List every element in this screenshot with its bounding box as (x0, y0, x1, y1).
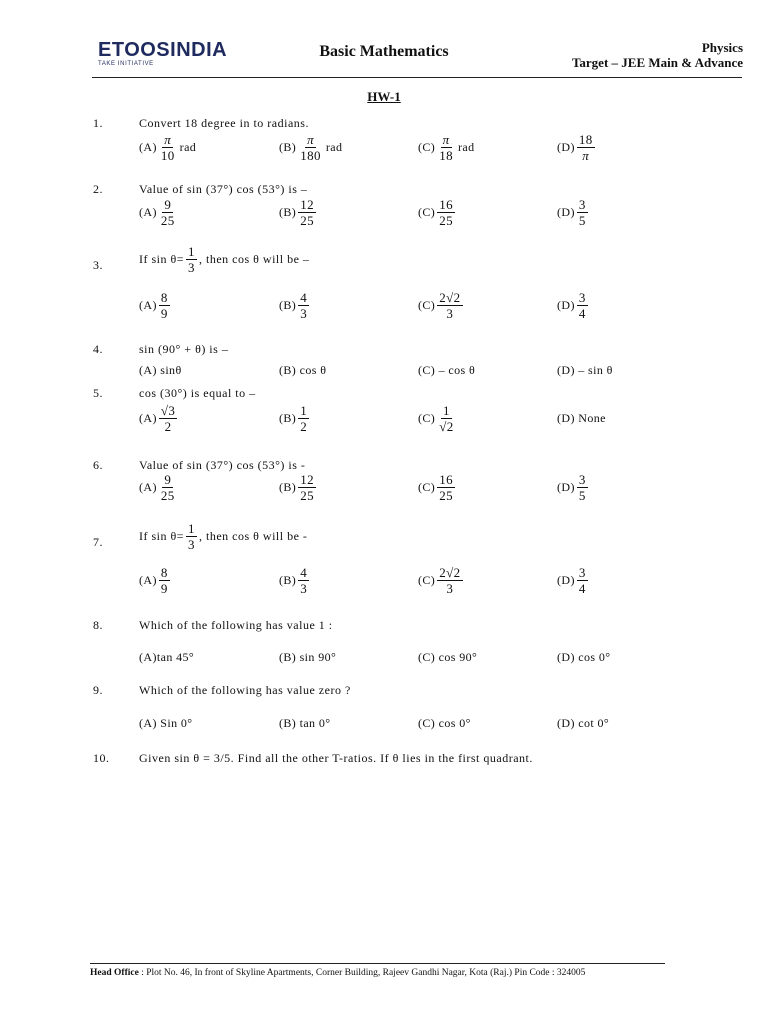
fraction-numerator: 3 (578, 565, 586, 580)
question-number: 9. (93, 683, 103, 697)
option-a (139, 197, 179, 228)
option-a (139, 565, 172, 596)
fraction (577, 197, 588, 228)
fraction (298, 132, 323, 163)
question-text: Value of sin (37°) cos (53°) is - (139, 458, 306, 472)
fraction (437, 403, 455, 434)
fraction (159, 132, 177, 163)
option-label: (B) tan 0° (279, 716, 331, 730)
option-b (279, 472, 318, 503)
question-number: 10. (93, 751, 110, 765)
option-d (557, 716, 609, 731)
option-label: (D) (557, 573, 575, 587)
option-label: (D) cot 0° (557, 716, 610, 730)
fraction-denominator: 3 (300, 306, 308, 321)
fraction (159, 472, 177, 503)
logo-tagline: TAKE INITIATIVE (98, 61, 154, 67)
option-c (418, 650, 477, 665)
fraction-numerator: 4 (300, 565, 308, 580)
fraction (298, 290, 309, 321)
option-c (418, 716, 471, 731)
question-number: 3. (93, 258, 103, 272)
question-text: Convert 18 degree in to radians. (139, 116, 309, 130)
option-a (139, 650, 194, 665)
question-number: 8. (93, 618, 103, 632)
option-label: (C) (418, 298, 436, 312)
footer-divider (90, 963, 665, 964)
fraction-numerator: 9 (164, 472, 172, 487)
fraction (159, 290, 170, 321)
option-b (279, 290, 311, 321)
fraction-numerator: 16 (439, 472, 454, 487)
fraction (437, 472, 455, 503)
fraction-numerator: 3 (578, 197, 586, 212)
fraction-denominator: 2 (164, 419, 172, 434)
option-label: (A) (139, 573, 157, 587)
fraction-numerator: π (307, 132, 315, 147)
fraction (159, 197, 177, 228)
option-label: (D) (557, 480, 575, 494)
logo-wordmark: ETOOSINDIA (98, 39, 228, 61)
option-b (279, 363, 326, 378)
option-label: (B) (279, 298, 297, 312)
option-label: (B) (279, 573, 297, 587)
option-d (557, 363, 613, 378)
fraction (437, 290, 462, 321)
option-label: (D) – sin θ (557, 363, 613, 377)
fraction (298, 403, 309, 434)
fraction-numerator: 1 (188, 244, 196, 259)
question-text: sin (90° + θ) is – (139, 342, 229, 356)
option-c (418, 132, 475, 163)
fraction-denominator: 25 (160, 488, 175, 503)
fraction-denominator: 3 (300, 581, 308, 596)
fraction-denominator: 9 (160, 581, 168, 596)
option-label: (C) cos 90° (418, 650, 478, 664)
question-text-end: , then cos θ will be - (199, 529, 308, 543)
fraction (298, 565, 309, 596)
fraction-numerator: 12 (300, 197, 315, 212)
option-d (557, 411, 606, 426)
question-text-end: , then cos θ will be – (199, 252, 310, 266)
question-number: 6. (93, 458, 103, 472)
question-number: 5. (93, 386, 103, 400)
option-label: (A) (139, 298, 157, 312)
fraction (437, 197, 455, 228)
fraction (159, 565, 170, 596)
option-label: (C) (418, 411, 436, 425)
option-label: (D) (557, 298, 575, 312)
target-label: Target – JEE Main & Advance (571, 55, 743, 70)
fraction-numerator: π (442, 132, 450, 147)
subject-label: Physics (701, 40, 743, 55)
fraction (186, 521, 197, 552)
question-number: 4. (93, 342, 103, 356)
fraction-numerator: 4 (300, 290, 308, 305)
fraction (577, 472, 588, 503)
option-a (139, 403, 179, 434)
fraction-denominator: 5 (578, 488, 586, 503)
option-label: (D) None (557, 411, 606, 425)
question-text (139, 244, 309, 275)
fraction-numerator: 16 (439, 197, 454, 212)
option-a (139, 132, 196, 163)
fraction-denominator: 4 (578, 306, 586, 321)
option-d (557, 132, 597, 163)
option-label: (A) (139, 205, 157, 219)
option-b (279, 716, 330, 731)
fraction-denominator: 25 (300, 488, 315, 503)
sheet-title: HW-1 (367, 89, 401, 104)
fraction-numerator: 1 (188, 521, 196, 536)
option-c (418, 290, 465, 321)
option-b (279, 197, 318, 228)
question-text: Which of the following has value zero ? (139, 683, 351, 697)
option-label: (C) (418, 140, 436, 154)
question-text: cos (30°) is equal to – (139, 386, 256, 400)
option-label: (D) cos 0° (557, 650, 611, 664)
fraction-numerator: 18 (578, 132, 593, 147)
question-text: Which of the following has value 1 : (139, 618, 333, 632)
fraction-denominator: 25 (439, 213, 454, 228)
option-unit: rad (179, 140, 197, 154)
fraction-denominator: 25 (160, 213, 175, 228)
option-label: (B) (279, 411, 297, 425)
question-text-start: If sin θ= (139, 252, 185, 266)
option-label: (B) sin 90° (279, 650, 337, 664)
fraction-numerator: 2√2 (439, 290, 461, 305)
fraction (437, 132, 455, 163)
option-label: (C) – cos θ (418, 363, 476, 377)
option-label: (A) (139, 140, 157, 154)
option-label: (A) Sin 0° (139, 716, 193, 730)
option-label: (B) (279, 205, 297, 219)
option-label: (C) (418, 205, 436, 219)
fraction-denominator: 4 (578, 581, 586, 596)
fraction-denominator: π (582, 148, 590, 163)
fraction-denominator: 9 (160, 306, 168, 321)
option-d (557, 565, 590, 596)
option-unit: rad (458, 140, 475, 154)
option-b (279, 565, 311, 596)
option-b (279, 650, 336, 665)
fraction-numerator: 9 (164, 197, 172, 212)
option-label: (A)tan 45° (139, 650, 195, 664)
option-d (557, 650, 610, 665)
fraction-numerator: 1 (442, 403, 450, 418)
fraction-denominator: 3 (188, 537, 196, 552)
question-text (139, 521, 307, 552)
fraction-numerator: 3 (578, 472, 586, 487)
option-label: (D) (557, 205, 575, 219)
option-label: (B) cos θ (279, 363, 327, 377)
option-c (418, 472, 457, 503)
fraction-numerator: 8 (160, 290, 168, 305)
fraction-numerator: 1 (300, 403, 308, 418)
option-b (279, 132, 342, 163)
fraction-numerator: π (164, 132, 172, 147)
fraction (298, 197, 316, 228)
fraction (577, 132, 595, 163)
option-d (557, 472, 590, 503)
option-c (418, 363, 475, 378)
fraction-numerator: 12 (300, 472, 315, 487)
option-b (279, 403, 311, 434)
question-number: 2. (93, 182, 103, 196)
question-text: Given sin θ = 3/5. Find all the other T-ratios. If θ lies in the first quadrant. (139, 751, 533, 765)
option-a (139, 472, 179, 503)
footer-text: : Plot No. 46, In front of Skyline Apartments, Corner Building, Rajeev Gandhi Nagar, Kota (Raj.) Pin Code : 324005 (138, 968, 586, 978)
footer-address (90, 968, 585, 978)
question-text-start: If sin θ= (139, 529, 185, 543)
fraction (437, 565, 462, 596)
option-label: (D) (557, 140, 575, 154)
fraction-numerator: 8 (160, 565, 168, 580)
fraction-denominator: 10 (160, 148, 175, 163)
fraction-denominator: 3 (446, 581, 454, 596)
header-divider (92, 77, 742, 78)
fraction-numerator: √3 (160, 403, 176, 418)
question-number: 1. (93, 116, 103, 130)
fraction (577, 290, 588, 321)
fraction-denominator: 3 (446, 306, 454, 321)
fraction-denominator: 25 (300, 213, 315, 228)
fraction-denominator: 2 (300, 419, 308, 434)
option-label: (C) cos 0° (418, 716, 471, 730)
question-text: Value of sin (37°) cos (53°) is – (139, 182, 308, 196)
fraction-numerator: 3 (578, 290, 586, 305)
option-d (557, 197, 590, 228)
option-a (139, 363, 182, 378)
fraction-denominator: 5 (578, 213, 586, 228)
option-c (418, 197, 457, 228)
option-a (139, 290, 172, 321)
option-d (557, 290, 590, 321)
option-unit: rad (325, 140, 343, 154)
option-label: (B) (279, 480, 297, 494)
option-label: (A) (139, 411, 157, 425)
fraction (159, 403, 177, 434)
option-label: (A) sinθ (139, 363, 182, 377)
question-number: 7. (93, 535, 103, 549)
fraction (577, 565, 588, 596)
option-label: (A) (139, 480, 157, 494)
footer-label: Head Office (90, 968, 139, 978)
fraction (186, 244, 197, 275)
document-title: Basic Mathematics (319, 43, 449, 60)
fraction-denominator: 3 (188, 260, 196, 275)
option-label: (B) (279, 140, 297, 154)
fraction-denominator: 180 (300, 148, 321, 163)
option-label: (C) (418, 480, 436, 494)
option-a (139, 716, 192, 731)
fraction-denominator: √2 (439, 419, 454, 434)
fraction-denominator: 18 (439, 148, 454, 163)
fraction-numerator: 2√2 (439, 565, 461, 580)
fraction-denominator: 25 (439, 488, 454, 503)
fraction (298, 472, 316, 503)
option-c (418, 565, 465, 596)
option-c (418, 403, 458, 434)
option-label: (C) (418, 573, 436, 587)
